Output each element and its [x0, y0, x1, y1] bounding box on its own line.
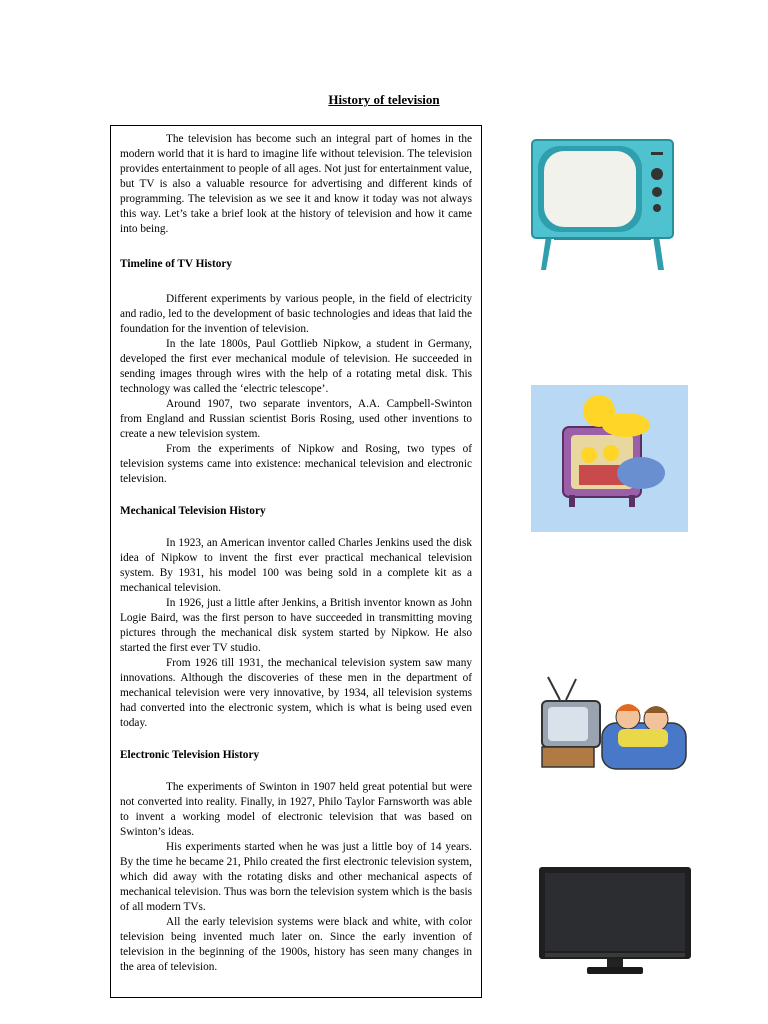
- paragraph: Around 1907, two separate inventors, A.A. Campbell-Swinton from England and Russian scientist Boris Rosing, used other inventions to create a new television system.: [120, 398, 472, 440]
- paragraph: The experiments of Swinton in 1907 held great potential but were not converted into reality. Finally, in 1927, Philo Taylor Farnsworth was able to invent a working model of electronic television that was based on Swinton’s ideas.: [120, 781, 472, 838]
- section-heading-electronic: Electronic Television History: [120, 749, 260, 761]
- intro-paragraph: The television has become such an integral part of homes in the modern world that it is hard to imagine life without television. The television provides entertainment to people of all ages. Not just for entertainment value, but TV is also a valuable resource for advertising and different kinds of programming. The television as we see it and know it today was not always this way. Let’s take a brief look at the history of television and how it came into being.: [120, 133, 472, 235]
- kids-watching-tv-image: [538, 675, 700, 775]
- paragraph: In the late 1800s, Paul Gottlieb Nipkow, a student in Germany, developed the first ever mechanical module of television. He succeeded in sending images through wires with the help of a rotating metal disk. This technology was called the ‘electric telescope’.: [120, 338, 472, 395]
- paragraph: Different experiments by various people, in the field of electricity and radio, led to the development of basic technologies and ideas that laid the foundation for the invention of television.: [120, 293, 472, 335]
- cartoon-tv-family-image: [531, 385, 688, 532]
- paragraph: From the experiments of Nipkow and Rosing, two types of television systems came into existence: mechanical television and electronic television.: [120, 443, 472, 485]
- section-heading-mechanical: Mechanical Television History: [120, 505, 266, 517]
- paragraph: In 1923, an American inventor called Charles Jenkins used the disk idea of Nipkow to invent the first ever practical mechanical television system. By 1931, his model 100 was being sold in a complete kit as a mechanical television.: [120, 537, 472, 594]
- section-heading-timeline: Timeline of TV History: [120, 258, 233, 270]
- paragraph: From 1926 till 1931, the mechanical television system saw many innovations. Although the discoveries of these men in the department of mechanical television were very innovative, by 1934, all television systems had converted into the electronic system, which is what is being used even today.: [120, 657, 472, 729]
- flat-screen-tv-image: [535, 865, 695, 977]
- text-box: [110, 125, 482, 998]
- paragraph: In 1926, just a little after Jenkins, a British inventor known as John Logie Baird, was the first person to have succeeded in transmitting moving pictures through the mechanical disk system started by Nipkow. He also started the first ever TV studio.: [120, 597, 472, 654]
- paragraph: His experiments started when he was just a little boy of 14 years. By the time he became 21, Philo created the first electronic television system, which did away with the rotating disks and other mechanical aspects of mechanical television. Thus was born the television system which is the basis of all modern TVs.: [120, 841, 472, 913]
- paragraph: All the early television systems were black and white, with color television being invented much later on. Since the early invention of television in the beginning of the 1900s, history has seen many changes in the area of television.: [120, 916, 472, 973]
- page-title: History of television: [328, 92, 440, 107]
- retro-tv-image: [530, 138, 675, 273]
